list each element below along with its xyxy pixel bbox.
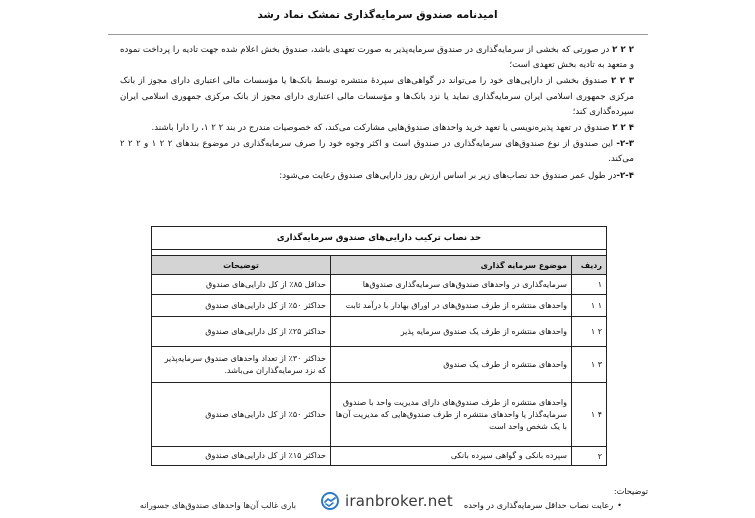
allocation-table	[151, 226, 607, 466]
table-row	[152, 383, 607, 447]
clause-text: صندوق بخشی از دارایی‌های خود را می‌تواند در گواهی‌های سپردهٔ منتشره توسط بانک‌ها یا مؤسسات مالی اعتباری دارای مجوز از بانک مرکزی جمهوری اسلامی ایران سرمایه‌گذاری نماید یا نزد بانک‌ها و مؤسسات مالی اعتباری دارای مجوز از بانک مرکزی جمهوری اسلامی ایران سپرده‌گذاری کند؛	[120, 76, 634, 117]
row-topic: واحدهای منتشره از طرف یک صندوق سرمایه پذیر	[331, 317, 572, 347]
table-row	[152, 447, 607, 466]
clause-number: ۲-۴-	[616, 170, 634, 181]
row-topic: واحدهای منتشره از طرف صندوق‌های دارای مدیریت واحد با صندوق سرمایه‌گذار یا واحدهای منتشره از طرف صندوق‌هایی که مدیریت آن‌ها با یک شخص واحد است	[331, 383, 572, 447]
clause-number: ۳ ۲ ۲	[610, 76, 635, 87]
row-desc: حداکثر ۳۰٪ از تعداد واحدهای صندوق سرمایه‌پذیر که نزد سرمایه‌گذاران می‌باشد.	[152, 347, 331, 383]
row-index: ۱ ۱	[572, 295, 607, 317]
table-row	[152, 347, 607, 383]
note-text: رعایت نصاب حداقل سرمایه‌گذاری در واحده	[463, 500, 614, 510]
row-topic: سرمایه‌گذاری در واحدهای صندوق‌های سرمایه‌گذاری صندوق‌ها	[331, 275, 572, 295]
table-row	[152, 317, 607, 347]
document-header	[0, 9, 755, 21]
row-desc: حداکثر ۱۵٪ از کل دارایی‌های صندوق	[152, 447, 331, 466]
clause-number: ۴ ۲ ۲	[612, 123, 634, 134]
row-desc: حداقل ۸۵٪ از کل دارایی‌های صندوق	[152, 275, 331, 295]
table-title: حد نصاب ترکیب دارایی‌های صندوق سرمایه‌گذاری	[152, 227, 607, 250]
clause-number: ۲-۳-	[616, 139, 635, 150]
watermark-text: iranbroker.net	[345, 492, 453, 510]
table-header-row	[152, 256, 607, 275]
note-item	[464, 500, 622, 510]
clause-text: در طول عمر صندوق حد نصاب‌های زیر بر اساس ارزش روز دارایی‌های صندوق رعایت می‌شود:	[279, 170, 617, 181]
row-index: ۲ ۱	[572, 317, 607, 347]
row-desc: حداکثر ۵۰٪ از کل دارایی‌های صندوق	[152, 295, 331, 317]
row-index: ۳ ۱	[572, 347, 607, 383]
document-title: امیدنامه صندوق سرمایه‌گذاری تمشک نماد رشد	[257, 9, 498, 21]
row-topic: واحدهای منتشره از طرف یک صندوق	[331, 347, 572, 383]
row-topic: سپرده بانکی و گواهی سپرده بانکی	[331, 447, 572, 466]
document-body	[120, 43, 634, 185]
row-desc: حداکثر ۵۰٪ از کل دارایی‌های صندوق	[152, 383, 331, 447]
paragraph	[120, 121, 634, 136]
row-index: ۲	[572, 447, 607, 466]
table-title-row	[152, 227, 607, 250]
row-desc: حداکثر ۲۵٪ از کل دارایی‌های صندوق	[152, 317, 331, 347]
notes-title: توضیحات:	[613, 486, 648, 496]
paragraph	[120, 137, 634, 167]
clause-text: این صندوق از نوع صندوق‌های سرمایه‌گذاری در صندوق است و اکثر وجوه خود را صرف سرمایه‌گذاری در موضوع بندهای ۲ ۲ ۱ و ۲ ۲ ۲ می‌کند.	[120, 139, 634, 165]
column-header-desc: توضیحات	[152, 256, 331, 275]
paragraph	[120, 169, 634, 184]
clause-text: در صورتی که بخشی از سرمایه‌گذاری در صندوق سرمایه‌پذیر به صورت تعهدی باشد، صندوق بخش اعلام شده جهت تادیه را پرداخت نموده و متعهد به تادیه بخش تعهدی است؛	[120, 45, 634, 71]
bullet-icon: •	[617, 500, 622, 510]
table-row	[152, 275, 607, 295]
row-topic: واحدهای منتشره از طرف صندوق‌های در اوراق بهادار با درآمد ثابت	[331, 295, 572, 317]
watermark	[316, 489, 457, 513]
paragraph	[120, 74, 634, 120]
handshake-logo-icon	[320, 491, 340, 511]
column-header-index: ردیف	[572, 256, 607, 275]
column-header-topic: موضوع سرمایه گذاری	[331, 256, 572, 275]
row-index: ۴ ۱	[572, 383, 607, 447]
note-item-continued: باری غالب آن‌ها واحدهای صندوق‌های جسورانه	[139, 500, 296, 510]
paragraph	[120, 43, 634, 73]
header-divider	[108, 34, 648, 35]
clause-number: ۲ ۲ ۲	[612, 45, 634, 55]
table-row	[152, 295, 607, 317]
clause-text: صندوق در تعهد پذیره‌نویسی یا تعهد خرید واحدهای صندوق‌هایی مشارکت می‌کند، که خصوصیات مندرج در بند ۲ ۲ ۱، را دارا باشند.	[151, 123, 610, 134]
row-index: ۱	[572, 275, 607, 295]
